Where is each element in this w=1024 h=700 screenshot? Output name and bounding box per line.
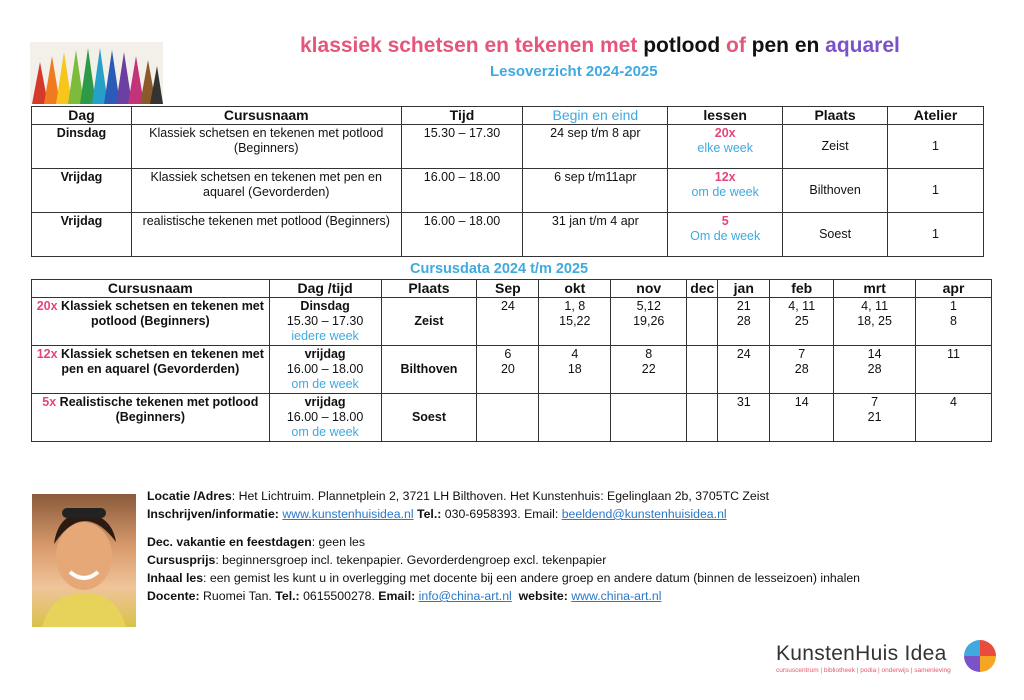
cell-dec	[687, 394, 718, 442]
cell-okt: 1, 8 15,22	[539, 298, 611, 346]
cell-plaats: Soest	[783, 213, 888, 257]
col-header: Cursusnaam	[32, 280, 270, 298]
cell-sep	[477, 394, 539, 442]
cell-plaats: Soest	[381, 394, 477, 442]
website-link[interactable]: www.china-art.nl	[571, 589, 662, 603]
lessen-count: 20x	[714, 126, 736, 140]
docente-label: Docente:	[147, 589, 200, 603]
course-count: 5x	[42, 395, 57, 409]
inhaal-label: Inhaal les	[147, 571, 204, 585]
cell-nov	[611, 394, 687, 442]
cell-okt	[539, 394, 611, 442]
pencils-image	[30, 42, 163, 104]
cell-cursus	[32, 394, 270, 442]
cell-atelier: 1	[888, 125, 984, 169]
cell-plaats: Bilthoven	[381, 346, 477, 394]
lessen-freq: om de week	[691, 185, 759, 199]
col-header: Dag	[32, 107, 132, 125]
cell-okt: 4 18	[539, 346, 611, 394]
schedule-caption: Cursusdata 2024 t/m 2025	[410, 261, 589, 277]
tel-label: Tel.:	[413, 507, 442, 521]
cell-feb: 14	[770, 394, 834, 442]
table-row	[32, 125, 984, 169]
page-subtitle: Lesoverzicht 2024-2025	[490, 63, 658, 80]
table-row	[32, 169, 984, 213]
page-title	[300, 34, 1020, 58]
day-label: Dinsdag	[300, 299, 350, 313]
cell-plaats: Bilthoven	[783, 169, 888, 213]
cell-apr: 11	[916, 346, 992, 394]
cell-apr: 1 8	[916, 298, 992, 346]
inhaal-text: : een gemist les kunt u in overlegging met docente bij een andere groep en andere datum (binnen de lesseizoen) inhalen	[203, 571, 860, 585]
course-name: Klassiek schetsen en tekenen met pen en aquarel (Gevorderden)	[57, 347, 264, 376]
info-inhaal	[147, 569, 860, 587]
cell-cursus	[32, 346, 270, 394]
cell-dagtijd	[269, 346, 381, 394]
logo-name: KunstenHuis Idea	[776, 642, 947, 665]
vakantie-text: : geen les	[311, 535, 366, 549]
course-count: 20x	[36, 299, 58, 313]
teacher-photo	[32, 494, 136, 627]
cell-feb: 4, 11 25	[770, 298, 834, 346]
info-vakantie	[147, 533, 860, 551]
prijs-label: Cursusprijs	[147, 553, 216, 567]
tel-value: 030-6958393. Email:	[441, 507, 562, 521]
lessen-count: 5	[721, 214, 729, 228]
website-label: website:	[518, 589, 568, 603]
col-header: Cursusnaam	[131, 107, 401, 125]
cell-sep: 24	[477, 298, 539, 346]
time-label: 16.00 – 18.00	[286, 410, 364, 424]
cell-lessen	[668, 169, 783, 213]
col-header: Dag /tijd	[269, 280, 381, 298]
cell-periode: 24 sep t/m 8 apr	[523, 125, 668, 169]
cell-dag: Vrijdag	[32, 213, 132, 257]
cell-jan: 21 28	[718, 298, 770, 346]
info-prijs	[147, 551, 860, 569]
col-header: Plaats	[381, 280, 477, 298]
col-header: Atelier	[888, 107, 984, 125]
title-part3: of	[726, 34, 752, 57]
col-header: Begin en eind	[523, 107, 668, 125]
cell-nov: 8 22	[611, 346, 687, 394]
docente-text: Ruomei Tan.	[199, 589, 276, 603]
logo-tagline: cursuscentrum | bibliotheek | podia | onderwijs | samenleving	[776, 667, 951, 674]
course-count: 12x	[36, 347, 58, 361]
col-header: jan	[718, 280, 770, 298]
lessen-count: 12x	[714, 170, 736, 184]
cell-tijd: 16.00 – 18.00	[401, 169, 523, 213]
course-name: Klassiek schetsen en tekenen met potlood (Beginners)	[57, 299, 264, 328]
cell-plaats: Zeist	[381, 298, 477, 346]
info-inschrijven	[147, 505, 860, 523]
cell-dec	[687, 346, 718, 394]
day-label: vrijdag	[304, 395, 346, 409]
cell-periode: 6 sep t/m11apr	[523, 169, 668, 213]
info-locatie	[147, 487, 860, 505]
col-header: Plaats	[783, 107, 888, 125]
cell-tijd: 16.00 – 18.00	[401, 213, 523, 257]
freq-label: om de week	[291, 425, 359, 439]
email-link[interactable]: beeldend@kunstenhuisidea.nl	[561, 507, 727, 521]
docente-email-link[interactable]: info@china-art.nl	[418, 589, 512, 603]
locatie-text: : Het Lichtruim. Plannetplein 2, 3721 LH Bilthoven. Het Kunstenhuis: Egelinglaan 2b, 3705TC Zeist	[231, 489, 770, 503]
cell-atelier: 1	[888, 213, 984, 257]
title-part4: pen en	[751, 34, 826, 57]
cell-mrt: 4, 11 18, 25	[834, 298, 916, 346]
col-header: dec	[687, 280, 718, 298]
cell-lessen	[668, 213, 783, 257]
docente-tel: 0615500278.	[299, 589, 379, 603]
cell-feb: 7 28	[770, 346, 834, 394]
info-block	[147, 487, 860, 605]
title-part2: potlood	[643, 34, 726, 57]
cell-cursus	[32, 298, 270, 346]
lessen-freq: Om de week	[690, 229, 761, 243]
cell-plaats: Zeist	[783, 125, 888, 169]
col-header: mrt	[834, 280, 916, 298]
docente-email-label: Email:	[378, 589, 416, 603]
logo-mark-icon	[964, 640, 996, 672]
freq-label: iedere week	[291, 329, 359, 343]
kunstenhuis-logo	[776, 642, 951, 674]
schedule-header-row	[32, 280, 992, 298]
col-header: okt	[539, 280, 611, 298]
cell-dagtijd	[269, 394, 381, 442]
cell-periode: 31 jan t/m 4 apr	[523, 213, 668, 257]
course-name: Realistische tekenen met potlood (Beginners)	[56, 395, 259, 424]
cell-dec	[687, 298, 718, 346]
cell-atelier: 1	[888, 169, 984, 213]
cell-nov: 5,12 19,26	[611, 298, 687, 346]
cell-mrt: 14 28	[834, 346, 916, 394]
cell-mrt: 7 21	[834, 394, 916, 442]
prijs-text: : beginnersgroep incl. tekenpapier. Gevorderdengroep excl. tekenpapier	[215, 553, 607, 567]
freq-label: om de week	[291, 377, 359, 391]
cell-jan: 31	[718, 394, 770, 442]
col-header: Tijd	[401, 107, 523, 125]
overview-table	[31, 106, 984, 257]
cell-lessen	[668, 125, 783, 169]
day-label: vrijdag	[304, 347, 346, 361]
table-row	[32, 213, 984, 257]
col-header: Sep	[477, 280, 539, 298]
title-part5: aquarel	[825, 34, 900, 57]
cell-dag: Dinsdag	[32, 125, 132, 169]
cell-sep: 6 20	[477, 346, 539, 394]
time-label: 15.30 – 17.30	[286, 314, 364, 328]
inschrijven-label: Inschrijven/informatie:	[147, 507, 279, 521]
col-header: lessen	[668, 107, 783, 125]
vakantie-label: Dec. vakantie en feestdagen	[147, 535, 312, 549]
cell-dag: Vrijdag	[32, 169, 132, 213]
kunstenhuis-link[interactable]: www.kunstenhuisidea.nl	[282, 507, 414, 521]
docente-tel-label: Tel.:	[275, 589, 300, 603]
cell-apr: 4	[916, 394, 992, 442]
cell-jan: 24	[718, 346, 770, 394]
col-header: apr	[916, 280, 992, 298]
overview-header-row	[32, 107, 984, 125]
table-row	[32, 394, 992, 442]
col-header: nov	[611, 280, 687, 298]
cell-naam: Klassiek schetsen en tekenen met pen en aquarel (Gevorderden)	[131, 169, 401, 213]
table-row	[32, 298, 992, 346]
lessen-freq: elke week	[697, 141, 753, 155]
cell-naam: realistische tekenen met potlood (Beginners)	[131, 213, 401, 257]
time-label: 16.00 – 18.00	[286, 362, 364, 376]
table-row	[32, 346, 992, 394]
title-part1: klassiek schetsen en tekenen met	[300, 34, 644, 57]
info-docente	[147, 587, 860, 605]
col-header: feb	[770, 280, 834, 298]
cell-naam: Klassiek schetsen en tekenen met potlood (Beginners)	[131, 125, 401, 169]
schedule-table	[31, 279, 992, 442]
cell-dagtijd	[269, 298, 381, 346]
cell-tijd: 15.30 – 17.30	[401, 125, 523, 169]
locatie-label: Locatie /Adres	[147, 489, 232, 503]
